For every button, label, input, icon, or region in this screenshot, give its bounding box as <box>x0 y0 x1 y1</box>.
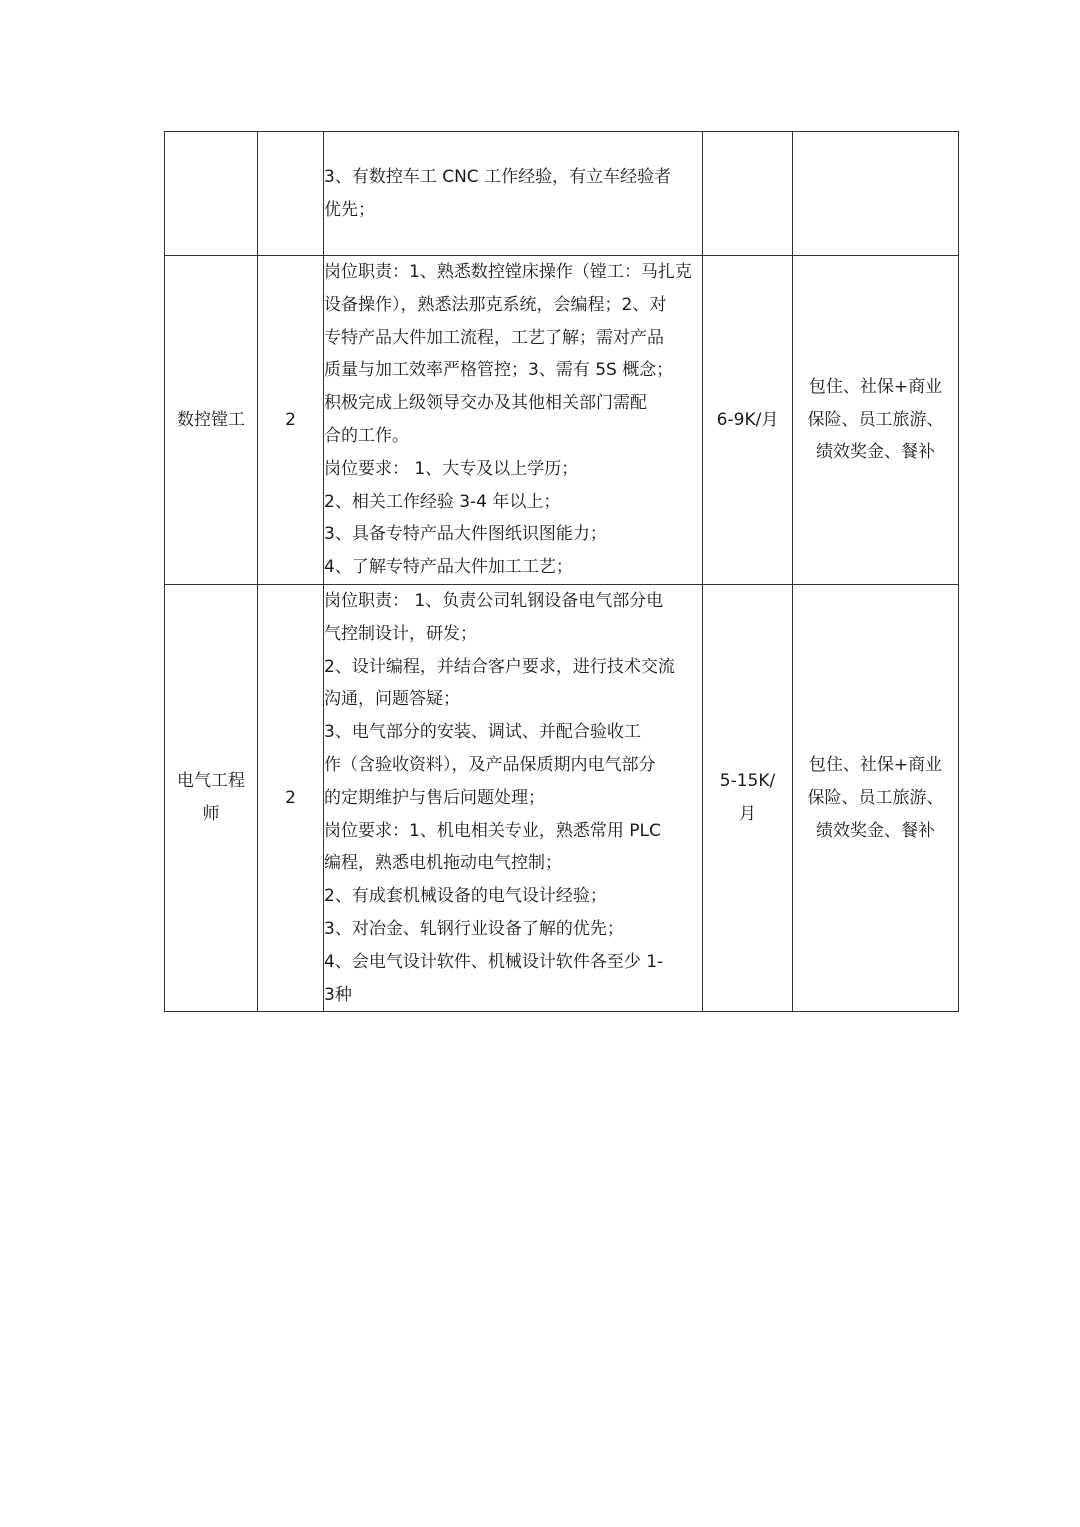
description-line: 岗位职责：1、熟悉数控镗床操作（镗工：马扎克 <box>324 262 692 282</box>
description-line: 4、了解专特产品大件加工工艺； <box>324 557 573 578</box>
description-line: 作（含验收资料），及产品保质期内电气部分 <box>324 754 656 775</box>
description-line: 的定期维护与售后问题处理； <box>324 787 545 808</box>
description-line: 岗位职责： 1、负责公司轧钢设备电气部分电 <box>324 590 664 611</box>
benefits-cell <box>793 584 959 1011</box>
job-title: 电气工程 <box>177 771 245 792</box>
description-line: 优先； <box>324 199 375 220</box>
salary-text: 月 <box>739 804 756 825</box>
benefits-cell <box>793 132 959 256</box>
job-title-cell <box>165 256 258 585</box>
table-row <box>165 132 959 256</box>
job-description-cell <box>324 132 703 256</box>
description-line: 3、有数控车工 CNC 工作经验，有立车经验者 <box>324 166 672 187</box>
benefits-line: 保险、员工旅游、 <box>807 409 944 430</box>
description-line: 3、具备专特产品大件图纸识图能力； <box>324 524 607 545</box>
description-line: 沟通，问题答疑； <box>324 689 460 710</box>
benefits-cell <box>793 256 959 585</box>
description-line: 设备操作），熟悉法那克系统，会编程；2、对 <box>324 294 667 315</box>
description-line: 2、设计编程，并结合客户要求，进行技术交流 <box>324 656 675 677</box>
job-description-cell <box>324 584 703 1011</box>
description-line: 4、会电气设计软件、机械设计软件各至少 1- <box>324 951 664 972</box>
job-title-cell <box>165 584 258 1011</box>
description-line: 2、有成套机械设备的电气设计经验； <box>324 886 607 907</box>
description-line: 专特产品大件加工流程，工艺了解；需对产品 <box>324 327 664 348</box>
table-row <box>165 256 959 585</box>
description-line: 编程，熟悉电机拖动电气控制； <box>324 853 562 874</box>
description-line: 岗位要求： 1、大专及以上学历； <box>324 458 579 479</box>
salary-cell <box>703 256 793 585</box>
benefits-line: 保险、员工旅游、 <box>807 787 944 808</box>
table-row <box>165 584 959 1011</box>
description-line: 岗位要求：1、机电相关专业，熟悉常用 PLC <box>324 820 661 841</box>
job-title: 师 <box>202 804 220 825</box>
salary-cell <box>703 584 793 1011</box>
job-title: 数控镗工 <box>177 409 245 430</box>
salary-text: 6-9K/月 <box>716 409 779 430</box>
description-line: 2、相关工作经验 3-4 年以上； <box>324 491 561 512</box>
job-listings-table <box>164 131 959 1012</box>
job-description-cell <box>324 256 703 585</box>
benefits-line: 包住、社保+商业 <box>808 754 943 775</box>
job-title-cell <box>165 132 258 256</box>
description-line: 合的工作。 <box>324 425 409 446</box>
benefits-line: 绩效奖金、餐补 <box>816 820 935 841</box>
description-line: 气控制设计，研发； <box>324 623 477 644</box>
headcount-cell: 2 <box>258 256 324 585</box>
description-line: 质量与加工效率严格管控；3、需有 5S 概念； <box>324 360 674 381</box>
description-line: 积极完成上级领导交办及其他相关部门需配 <box>324 393 647 414</box>
description-line: 3种 <box>324 984 352 1005</box>
benefits-line: 包住、社保+商业 <box>808 376 943 397</box>
salary-cell <box>703 132 793 256</box>
headcount-cell: 2 <box>258 584 324 1011</box>
headcount-cell <box>258 132 324 256</box>
salary-text: 5-15K/ <box>719 771 776 792</box>
benefits-line: 绩效奖金、餐补 <box>816 442 935 463</box>
description-line: 3、电气部分的安装、调试、并配合验收工 <box>324 722 641 743</box>
description-line: 3、对冶金、轧钢行业设备了解的优先； <box>324 918 624 939</box>
